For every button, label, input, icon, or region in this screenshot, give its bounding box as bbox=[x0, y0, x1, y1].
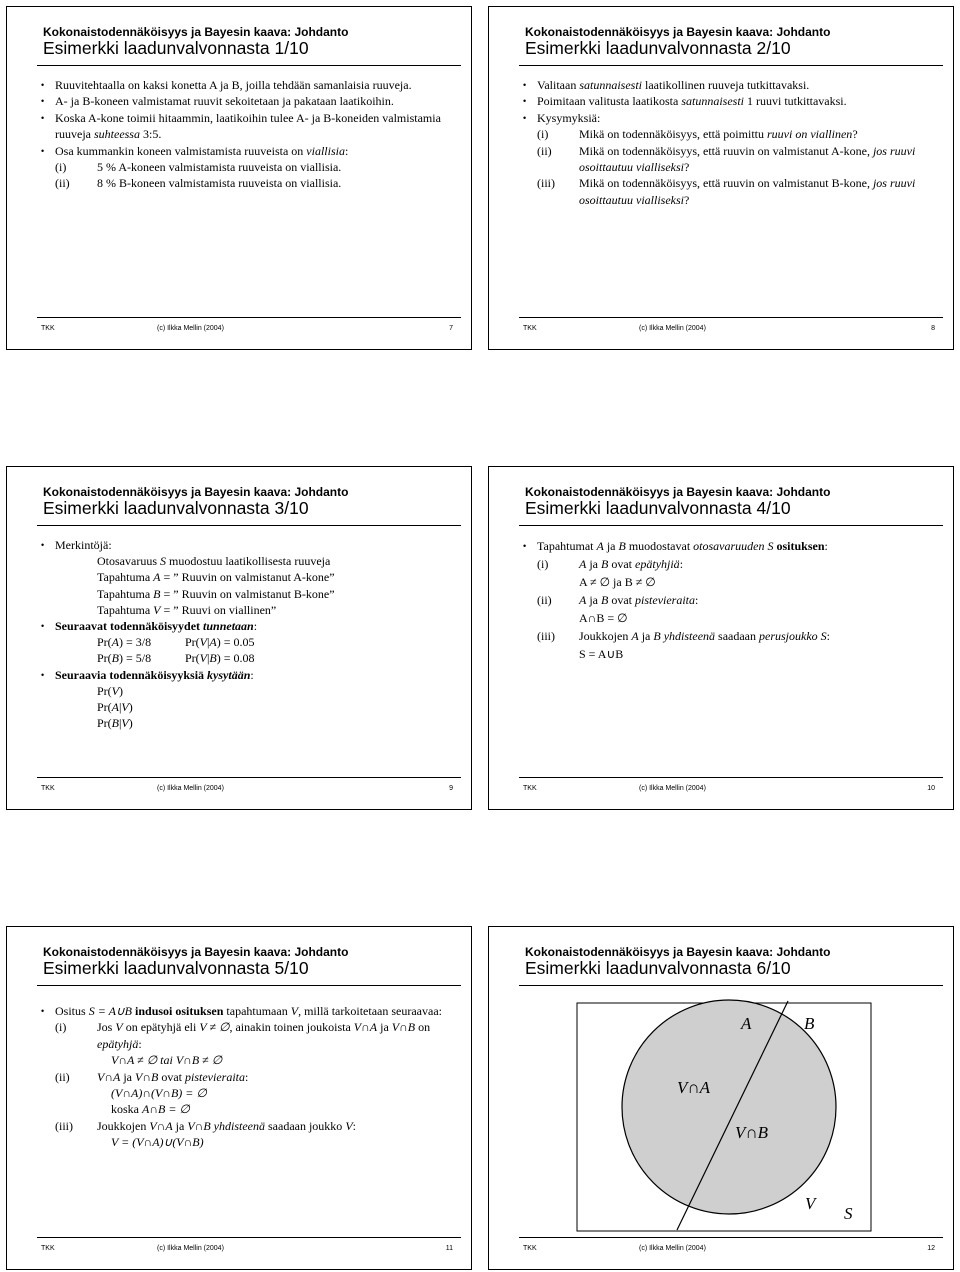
slide-1 bbox=[6, 6, 472, 350]
text-line: Tapahtuma B = ” Ruuvin on valmistanut B-kone” bbox=[97, 586, 335, 601]
bullet: • Valitaan satunnaisesti laatikollinen ruuveja tutkittavaksi. bbox=[523, 77, 935, 93]
divider bbox=[519, 525, 943, 526]
bullet: • Ruuvitehtaalla on kaksi konetta A ja B, joilla tehdään samanlaisia ruuveja. bbox=[41, 77, 453, 93]
label-b: B bbox=[804, 1014, 815, 1033]
text-line: Pr(A|V) bbox=[97, 700, 133, 715]
enum-item: (i) A ja B ovat epätyhjiä: bbox=[537, 557, 684, 571]
label-v-cap-a: V∩A bbox=[677, 1078, 711, 1097]
page-number: 7 bbox=[449, 325, 453, 332]
divider bbox=[519, 1237, 943, 1238]
formula: S = A∪B bbox=[579, 647, 624, 661]
text-line: Tapahtuma V = ” Ruuvi on viallinen” bbox=[97, 602, 277, 617]
enum-item: (ii) Mikä on todennäköisyys, että ruuvin on valmistanut A-kone, jos ruuvi osoittautuu vialliseksi? bbox=[537, 143, 916, 175]
bullet: • Ositus S = A∪B indusoi osituksen tapahtumaan V, millä tarkoitetaan seuraavaa: bbox=[41, 1003, 453, 1019]
divider bbox=[519, 317, 943, 318]
slide-subtitle: Kokonaistodennäköisyys ja Bayesin kaava: Johdanto bbox=[43, 25, 349, 39]
formula: koska A∩B = ∅ bbox=[111, 1102, 190, 1117]
text-line: Pr(V) bbox=[97, 683, 124, 698]
page-number: 11 bbox=[445, 1245, 453, 1252]
slide-title: Esimerkki laadunvalvonnasta 1/10 bbox=[43, 38, 309, 58]
enum-item: (ii) 8 % B-koneen valmistamista ruuveista on viallisia. bbox=[55, 176, 342, 191]
slide-5 bbox=[6, 926, 472, 1270]
formula: A ≠ ∅ ja B ≠ ∅ bbox=[579, 575, 656, 589]
bullet: • Seuraavia todennäköisyyksiä kysytään: bbox=[41, 667, 453, 683]
bullet: • Kysymyksiä: bbox=[523, 110, 935, 126]
footer-left: TKK bbox=[41, 1245, 55, 1252]
footer-center: (c) Ilkka Mellin (2004) bbox=[639, 785, 706, 792]
divider bbox=[519, 777, 943, 778]
enum-item: (i) 5 % A-koneen valmistamista ruuveista on viallisia. bbox=[55, 160, 342, 175]
slide-body bbox=[523, 77, 935, 208]
divider bbox=[37, 777, 461, 778]
divider bbox=[37, 525, 461, 526]
slide-title: Esimerkki laadunvalvonnasta 3/10 bbox=[43, 498, 309, 518]
enum-item: (ii) A ja B ovat pistevieraita: bbox=[537, 593, 699, 607]
slide-body bbox=[523, 537, 935, 663]
slide-body bbox=[41, 537, 453, 731]
slide-subtitle: Kokonaistodennäköisyys ja Bayesin kaava: Johdanto bbox=[525, 25, 831, 39]
footer-center: (c) Ilkka Mellin (2004) bbox=[639, 325, 706, 332]
text-line: Tapahtuma A = ” Ruuvin on valmistanut A-kone” bbox=[97, 570, 335, 585]
bullet: • Seuraavat todennäköisyydet tunnetaan: bbox=[41, 618, 453, 634]
footer-center: (c) Ilkka Mellin (2004) bbox=[639, 1245, 706, 1252]
footer-center: (c) Ilkka Mellin (2004) bbox=[157, 785, 224, 792]
slide-2 bbox=[488, 6, 954, 350]
footer-center: (c) Ilkka Mellin (2004) bbox=[157, 1245, 224, 1252]
page-number: 10 bbox=[927, 785, 935, 792]
formula: A∩B = ∅ bbox=[579, 611, 628, 625]
footer-center: (c) Ilkka Mellin (2004) bbox=[157, 325, 224, 332]
slide-6 bbox=[488, 926, 954, 1270]
slide-body bbox=[41, 1003, 453, 1151]
slide-title: Esimerkki laadunvalvonnasta 4/10 bbox=[525, 498, 791, 518]
divider bbox=[519, 65, 943, 66]
slide-title: Esimerkki laadunvalvonnasta 5/10 bbox=[43, 958, 309, 978]
slide-subtitle: Kokonaistodennäköisyys ja Bayesin kaava: Johdanto bbox=[525, 945, 831, 959]
formula: V = (V∩A)∪(V∩B) bbox=[111, 1135, 204, 1150]
divider bbox=[37, 1237, 461, 1238]
text-line: Pr(B) = 5/8 Pr(V|B) = 0.08 bbox=[97, 651, 255, 666]
bullet: • Koska A-kone toimii hitaammin, laatikoihin tulee A- ja B-koneiden valmistamia ruuveja suhteessa 3:5. bbox=[41, 110, 453, 143]
label-a: A bbox=[741, 1014, 752, 1033]
label-v-cap-b: V∩B bbox=[735, 1123, 769, 1142]
enum-item: (iii) Mikä on todennäköisyys, että ruuvin on valmistanut B-kone, jos ruuvi osoittautuu vialliseksi? bbox=[537, 176, 916, 207]
enum-item: (i) Mikä on todennäköisyys, että poimittu ruuvi on viallinen? bbox=[537, 127, 858, 142]
footer-left: TKK bbox=[41, 325, 55, 332]
text-line: Pr(A) = 3/8 Pr(V|A) = 0.05 bbox=[97, 635, 255, 650]
enum-item: (iii) Joukkojen V∩A ja V∩B yhdisteenä saadaan joukko V: bbox=[55, 1118, 356, 1133]
slide-subtitle: Kokonaistodennäköisyys ja Bayesin kaava: Johdanto bbox=[525, 485, 831, 499]
label-v: V bbox=[805, 1194, 816, 1213]
page-number: 9 bbox=[449, 785, 453, 792]
footer-left: TKK bbox=[523, 1245, 537, 1252]
enum-item: (ii) V∩A ja V∩B ovat pistevieraita: bbox=[55, 1069, 249, 1084]
page-number: 12 bbox=[927, 1245, 935, 1252]
bullet: • Merkintöjä: bbox=[41, 537, 453, 553]
bullet: • A- ja B-koneen valmistamat ruuvit sekoitetaan ja pakataan laatikoihin. bbox=[41, 93, 453, 109]
bullet: • Tapahtumat A ja B muodostavat otosavaruuden S osituksen: bbox=[523, 537, 935, 555]
formula: V∩A ≠ ∅ tai V∩B ≠ ∅ bbox=[111, 1053, 223, 1068]
page-number: 8 bbox=[931, 325, 935, 332]
text-line: Otosavaruus S muodostuu laatikollisesta ruuveja bbox=[97, 554, 331, 569]
slide-title: Esimerkki laadunvalvonnasta 2/10 bbox=[525, 38, 791, 58]
slide-subtitle: Kokonaistodennäköisyys ja Bayesin kaava: Johdanto bbox=[43, 485, 349, 499]
footer-left: TKK bbox=[523, 785, 537, 792]
bullet: • Osa kummankin koneen valmistamista ruuveista on viallisia: bbox=[41, 143, 453, 159]
footer-left: TKK bbox=[523, 325, 537, 332]
slide-subtitle: Kokonaistodennäköisyys ja Bayesin kaava: Johdanto bbox=[43, 945, 349, 959]
venn-diagram bbox=[489, 927, 955, 1271]
slide-body bbox=[41, 77, 453, 192]
slide-4 bbox=[488, 466, 954, 810]
label-s: S bbox=[844, 1204, 853, 1223]
divider bbox=[37, 985, 461, 986]
divider bbox=[37, 65, 461, 66]
slide-3 bbox=[6, 466, 472, 810]
enum-item: (i) Jos V on epätyhjä eli V ≠ ∅, ainakin toinen joukoista V∩A ja V∩B on epätyhjä: bbox=[55, 1020, 431, 1051]
bullet: • Poimitaan valitusta laatikosta satunnaisesti 1 ruuvi tutkittavaksi. bbox=[523, 93, 935, 109]
divider bbox=[37, 317, 461, 318]
footer-left: TKK bbox=[41, 785, 55, 792]
text-line: Pr(B|V) bbox=[97, 716, 133, 731]
slide-title: Esimerkki laadunvalvonnasta 6/10 bbox=[525, 958, 791, 978]
enum-item: (iii) Joukkojen A ja B yhdisteenä saadaan perusjoukko S: bbox=[537, 629, 831, 643]
formula: (V∩A)∩(V∩B) = ∅ bbox=[111, 1086, 207, 1101]
